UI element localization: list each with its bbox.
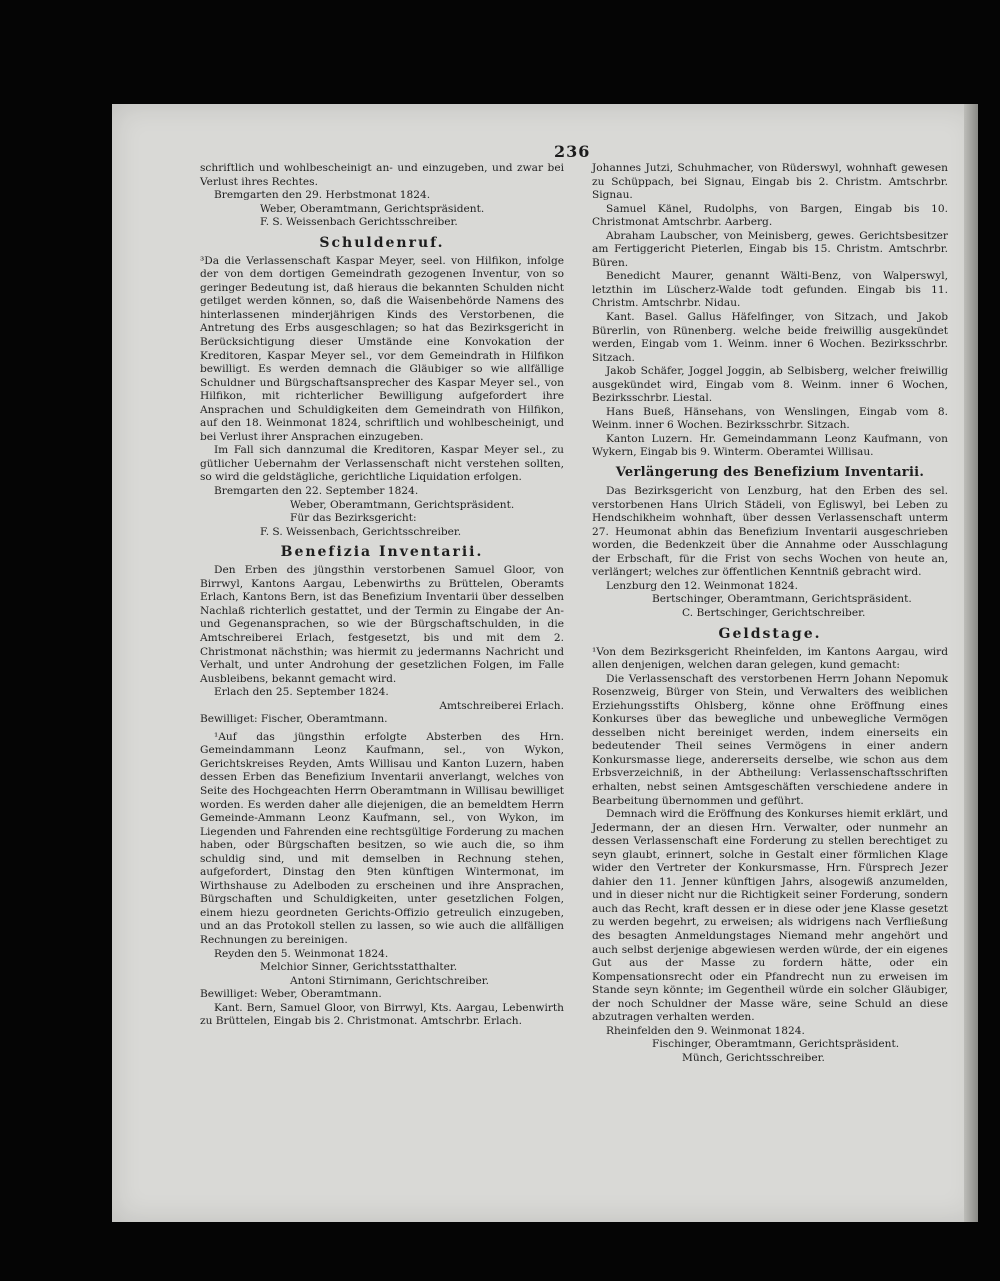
signature-line: Antoni Stirnimann, Gerichtschreiber.	[290, 974, 490, 987]
list-item: Kant. Basel. Gallus Häfelfinger, von Sitzach, und Jakob Bürerlin, von Rünenberg. welche beide freiwillig ausgekündet werden, Eingab vom 1. Weinm. inner 6 Wochen. Bezirksschrbr. Sitzach.	[592, 311, 948, 364]
section-heading-verlaengerung: Verlängerung des Benefizium Inventarii.	[615, 465, 925, 481]
list-item: Jakob Schäfer, Joggel Joggin, ab Selbisberg, welcher freiwillig ausgekündet wird, Eingab vom 8. Weinm. inner 6 Wochen, Bezirksschrbr. Liestal.	[592, 365, 948, 405]
date-line: Bremgarten den 29. Herbstmonat 1824.	[214, 189, 431, 202]
scanned-page	[112, 104, 978, 1222]
signature-line: Bertschinger, Oberamtmann, Gerichtspräsident.	[652, 593, 912, 606]
page-number: 236	[554, 142, 591, 161]
list-item: Benedicht Maurer, genannt Wälti-Benz, von Walperswyl, letzthin im Lüscherz-Walde todt gefunden. Eingab bis 11. Christm. Amtschrbr. Nidau.	[592, 270, 948, 310]
paragraph: ³Da die Verlassenschaft Kaspar Meyer, seel. von Hilfikon, infolge der von dem dortigen Gemeindrath gezogenen Inventur, von so geringer Bedeutung ist, daß hieraus die bekannten Schulden nicht getilget werden können, so, daß die Waisenbehörde Namens des hinterlassenen minderjährigen Kinds des Verstorbenen, die Antretung des Erbs ausgeschlagen; so hat das Bezirksgericht in Berücksichtigung dieser Umstände eine Konvokation der Kreditoren, Kaspar Meyer sel., vor dem Gemeindrath in Hilfikon bewilligt. Es werden demnach die Gläubiger so wie allfällige Schuldner und Bürgschaftsansprecher des Kaspar Meyer sel., von Hilfikon, mit richterlicher Bewilligung aufgefordert ihre Ansprachen und Schuldigkeiten dem Gemeindrath von Hilfikon, auf den 18. Weinmonat 1824, schriftlich und wohlbescheinigt, und bei Verlust ihrer Ansprachen einzugeben.	[200, 254, 564, 443]
paragraph: Demnach wird die Eröffnung des Konkurses hiemit erklärt, und Jedermann, der an diesen Hrn. Verwalter, oder nunmehr an dessen Verlassenschaft eine Forderung zu stellen berechtiget zu seyn glaubt, erinnert, solche in Gestalt einer förmlichen Klage wider den Vertreter der Konkursmasse, Hrn. Fürsprech Jezer dahier den 11. Jenner künftigen Jahrs, alsogewiß anzumelden, und in dieser nicht nur die Richtigkeit seiner Forderung, sondern auch das Recht, kraft dessen er in diese oder jene Klasse gesetzt zu werden begehrt, zu erweisen; als widrigens nach Verfließung des besagten Anmeldungstages Niemand mehr angehört und auch selbst derjenige abgewiesen werden würde, der ein eigenes Gut aus der Masse zu fordern hätte, oder ein Kompensationsrecht oder ein Pfandrecht nun zu erweisen im Stande seyn könnte; im Gegentheil würde ein solcher Gläubiger, der noch Schuldner der Masse wäre, seine Schuld an diese abzutragen verhalten werden.	[592, 808, 948, 1024]
list-item: Johannes Jutzi, Schuhmacher, von Rüderswyl, wohnhaft gewesen zu Schüppach, bei Signau, Eingab bis 2. Christm. Amtschrbr. Signau.	[592, 162, 948, 202]
paragraph: Den Erben des jüngsthin verstorbenen Samuel Gloor, von Birrwyl, Kantons Aargau, Lebenwirths zu Brüttelen, Oberamts Erlach, Kantons Bern, ist das Benefizium Inventarii über desselben Nachlaß richterlich gestattet, und der Termin zu Eingabe der An- und Gegenansprachen, so wie der Bürgschaftschulden, in die Amtschreiberei Erlach, festgesetzt, bis und mit dem 2. Christmonat nächsthin; was hiermit zu jedermanns Nachricht und Verhalt, und unter Androhung der gesetzlichen Folgen, im Falle Ausbleibens, bekannt gemacht wird.	[200, 564, 564, 685]
section-heading-schuldenruf: Schuldenruf.	[319, 234, 445, 251]
date-line: Bremgarten den 22. September 1824.	[214, 485, 419, 498]
signature-line: F. S. Weissenbach, Gerichtsschreiber.	[260, 525, 462, 538]
page-spine-shadow	[964, 104, 978, 1222]
signature-line: F. S. Weissenbach Gerichtsschreiber.	[260, 216, 458, 229]
list-item: Hans Bueß, Hänsehans, von Wenslingen, Eingab vom 8. Weinm. inner 6 Wochen. Bezirksschrbr. Sitzach.	[592, 405, 948, 432]
list-item: Samuel Känel, Rudolphs, von Bargen, Eingab bis 10. Christmonat Amtschrbr. Aarberg.	[592, 202, 948, 229]
list-item: Kanton Luzern. Hr. Gemeindammann Leonz Kaufmann, von Wykern, Eingab bis 9. Winterm. Oberamtei Willisau.	[592, 432, 948, 459]
list-item: Abraham Laubscher, von Meinisberg, gewes. Gerichtsbesitzer am Fertiggericht Pieterlen, Eingab bis 15. Christm. Amtschrbr. Büren.	[592, 229, 948, 269]
right-column	[592, 162, 948, 1065]
office-line: Amtschreiberei Erlach.	[439, 699, 564, 712]
paragraph: Im Fall sich dannzumal die Kreditoren, Kaspar Meyer sel., zu gütlicher Uebernahm der Verlassenschaft nicht verstehen sollten, so wird die geldstägliche, gerichtliche Liquidation erfolgen.	[200, 444, 564, 484]
signature-line: Weber, Oberamtmann, Gerichtspräsident.	[260, 202, 485, 215]
signature-line: Münch, Gerichtsschreiber.	[682, 1051, 825, 1064]
date-line: Rheinfelden den 9. Weinmonat 1824.	[606, 1024, 805, 1037]
left-column	[200, 162, 564, 1029]
date-line: Lenzburg den 12. Weinmonat 1824.	[606, 579, 799, 592]
signature-line: Weber, Oberamtmann, Gerichtspräsident.	[290, 498, 515, 511]
paragraph: Das Bezirksgericht von Lenzburg, hat den Erben des sel. verstorbenen Hans Ulrich Städeli, von Egliswyl, bei Leben zu Hendschikheim wohnhaft, über dessen Verlassenschaft unterm 27. Heumonat abhin das Benefizium Inventarii ausgeschrieben worden, die Bedenkzeit über die Annahme oder Ausschlagung der Erbschaft, für die Frist von sechs Wochen von heute an, verlängert; welches zur öffentlichen Kenntniß gebracht wird.	[592, 485, 948, 579]
signature-line: Fischinger, Oberamtmann, Gerichtspräsident.	[652, 1038, 900, 1051]
section-heading-benefizia: Benefizia Inventarii.	[280, 544, 484, 561]
paragraph: ¹Von dem Bezirksgericht Rheinfelden, im Kantons Aargau, wird allen denjenigen, welchen daran gelegen, kund gemacht:	[592, 645, 948, 672]
signature-line: Melchior Sinner, Gerichtsstatthalter.	[260, 961, 458, 974]
paragraph: ¹Auf das jüngsthin erfolgte Absterben des Hrn. Gemeindammann Leonz Kaufmann, sel., von Wykon, Gerichtskreises Reyden, Amts Willisau und Kanton Luzern, haben dessen Erben das Benefizium Inventarii anverlangt, welches von Seite des Hochgeachten Herrn Oberamtmann in Willisau bewilliget worden. Es werden daher alle diejenigen, die an bemeldtem Herrn Gemeinde-Ammann Leonz Kaufmann, sel., von Wykon, im Liegenden und Fahrenden eine rechtsgültige Forderung zu machen haben, oder Bürgschaften besitzen, so wie auch die, so ihm schuldig sind, und mit demselben in Rechnung stehen, aufgefordert, Dinstag den 9ten künftigen Wintermonat, im Wirthshause zu Adelboden zu erscheinen und ihre Ansprachen, Bürgschaften und Schuldigkeiten, unter gesetzlichen Folgen, einem hiezu geordneten Gerichts-Offizio getreulich einzugeben, und an das Protokoll stellen zu lassen, so wie auch die allfälligen Rechnungen zu bereinigen.	[200, 730, 564, 946]
signature-line: C. Bertschinger, Gerichtschreiber.	[682, 606, 866, 619]
paragraph: schriftlich und wohlbescheinigt an- und einzugeben, und zwar bei Verlust ihres Rechtes.	[200, 162, 564, 188]
date-line: Erlach den 25. September 1824.	[214, 686, 389, 699]
approval-line: Bewilliget: Fischer, Oberamtmann.	[200, 713, 388, 726]
section-heading-geldstage: Geldstage.	[718, 625, 822, 642]
paragraph: Die Verlassenschaft des verstorbenen Herrn Johann Nepomuk Rosenzweig, Bürger von Stein, und Verwalters des weiblichen Erziehungsstifts Ohlsberg, könne ohne Eröffnung eines Konkurses über das bewegliche und unbewegliche Vermögen desselben nicht bereiniget werden, indem einerseits ein bedeutender Theil seines Vermögens in einer andern Konkursmasse liege, andererseits derselbe, wie schon aus dem Erbsverzeichniß, in der Abtheilung: Verlassenschaftsschriften erhalten, nebst seinen Amtsgeschäften verschiedene andere in Bearbeitung übernommen und geführt.	[592, 672, 948, 807]
date-line: Reyden den 5. Weinmonat 1824.	[214, 947, 389, 960]
signature-line: Für das Bezirksgericht:	[290, 512, 417, 525]
list-item: Kant. Bern, Samuel Gloor, von Birrwyl, Kts. Aargau, Lebenwirth zu Brüttelen, Eingab bis 2. Christmonat. Amtschrbr. Erlach.	[200, 1001, 564, 1028]
approval-line: Bewilliget: Weber, Oberamtmann.	[200, 988, 382, 1001]
